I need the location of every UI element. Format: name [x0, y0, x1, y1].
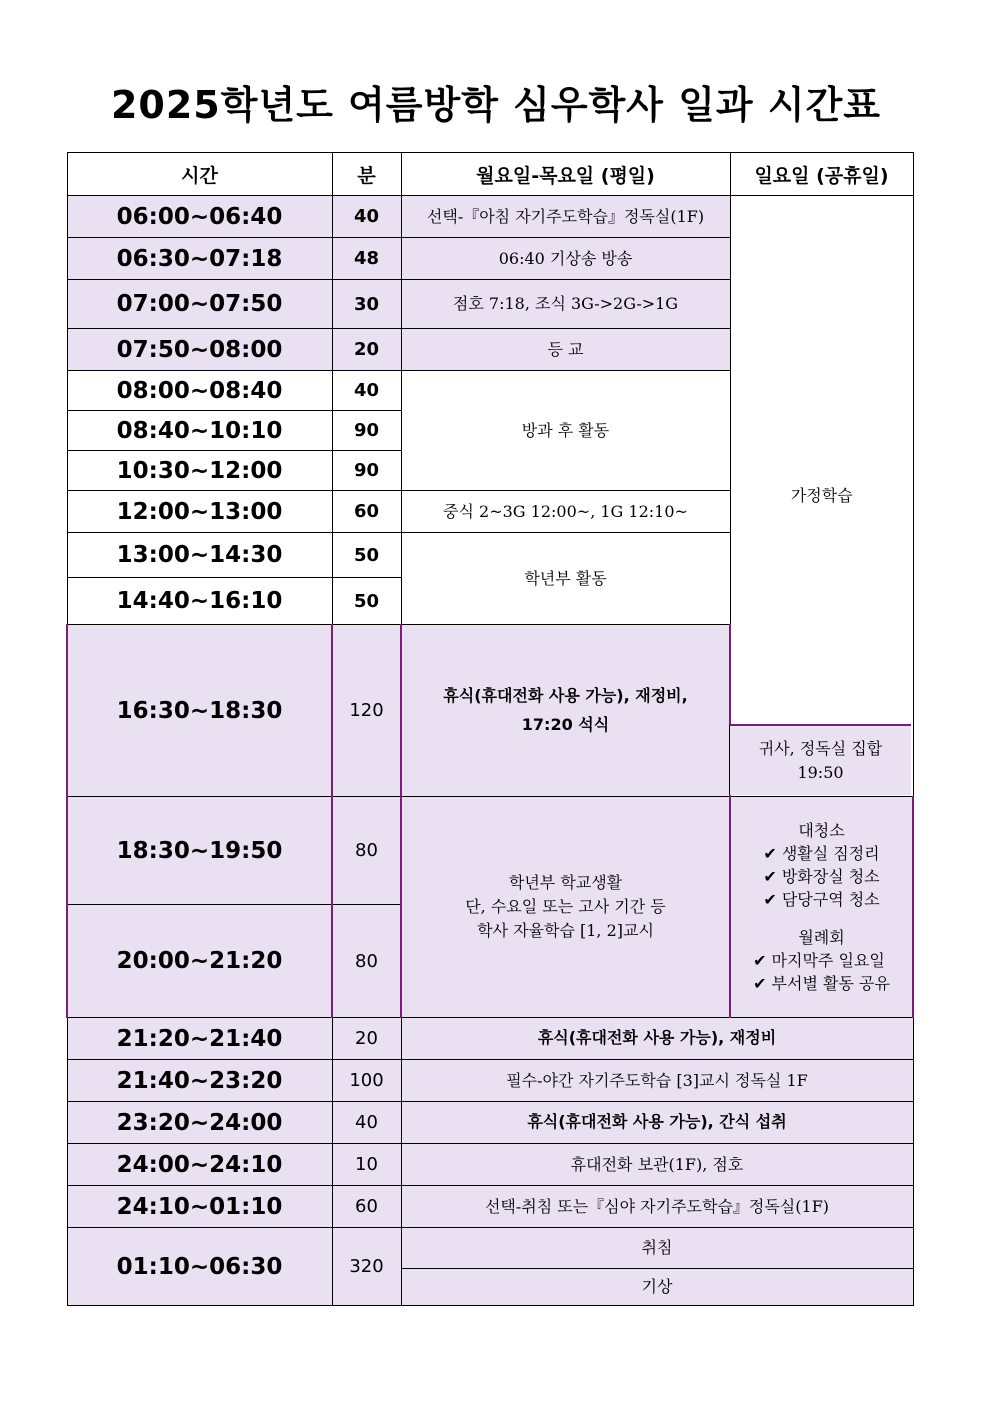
time-cell: 10:30~12:00	[67, 451, 332, 491]
minutes-cell: 20	[332, 1018, 401, 1060]
activity-line: 17:20 석식	[521, 714, 610, 734]
activity-cell: 방과 후 활동	[401, 371, 730, 491]
minutes-cell: 20	[332, 329, 401, 371]
activity-line: 휴식(휴대전화 사용 가능), 재정비,	[443, 685, 688, 705]
minutes-cell: 90	[332, 411, 401, 451]
list-item: ✔ 방화장실 청소	[763, 867, 880, 887]
minutes-cell: 50	[332, 533, 401, 578]
clean-list	[763, 842, 879, 912]
table-row	[67, 1228, 913, 1269]
activity-line: 단, 수요일 또는 고사 기간 등	[465, 897, 666, 916]
table-row	[67, 1102, 913, 1144]
time-cell: 01:10~06:30	[67, 1228, 332, 1306]
table-row	[67, 1060, 913, 1102]
list-item: ✔ 마지막주 일요일	[753, 950, 885, 970]
activity-cell: 필수-야간 자기주도학습 [3]교시 정독실 1F	[401, 1060, 913, 1102]
time-cell: 07:50~08:00	[67, 329, 332, 371]
activity-cell: 선택-취침 또는『심야 자기주도학습』정독실(1F)	[401, 1186, 913, 1228]
activity-cell: 06:40 기상송 방송	[401, 238, 730, 280]
minutes-cell: 40	[332, 371, 401, 411]
minutes-cell: 30	[332, 280, 401, 329]
header-sunday: 일요일 (공휴일)	[730, 153, 913, 196]
activity-cell: 선택-『아침 자기주도학습』정독실(1F)	[401, 196, 730, 238]
minutes-cell: 60	[332, 491, 401, 533]
time-cell: 14:40~16:10	[67, 578, 332, 625]
header-time: 시간	[67, 153, 332, 196]
minutes-cell: 60	[332, 1186, 401, 1228]
time-cell: 21:40~23:20	[67, 1060, 332, 1102]
sunday-home-study: 가정학습	[730, 196, 913, 797]
minutes-cell: 100	[332, 1060, 401, 1102]
time-cell: 23:20~24:00	[67, 1102, 332, 1144]
minutes-cell: 10	[332, 1144, 401, 1186]
minutes-cell: 50	[332, 578, 401, 625]
activity-cell: 휴식(휴대전화 사용 가능), 간식 섭취	[401, 1102, 913, 1144]
activity-cell	[401, 797, 730, 1018]
activity-line: 학사 자율학습 [1, 2]교시	[477, 921, 654, 940]
time-cell: 18:30~19:50	[67, 797, 332, 905]
page-title: 2025학년도 여름방학 심우학사 일과 시간표	[110, 83, 881, 127]
list-item: ✔ 부서별 활동 공유	[753, 973, 890, 993]
activity-cell: 학년부 활동	[401, 533, 730, 625]
meeting-title: 월례회	[798, 927, 845, 947]
return-line: 귀사, 정독실 집합	[758, 739, 883, 759]
time-cell: 06:30~07:18	[67, 238, 332, 280]
time-cell: 20:00~21:20	[67, 905, 332, 1018]
activity-cell	[401, 625, 730, 797]
time-cell: 08:40~10:10	[67, 411, 332, 451]
minutes-cell: 120	[332, 625, 401, 797]
table-row	[67, 1144, 913, 1186]
minutes-cell: 320	[332, 1228, 401, 1306]
header-weekday: 월요일-목요일 (평일)	[401, 153, 730, 196]
header-row	[67, 153, 913, 196]
time-cell: 13:00~14:30	[67, 533, 332, 578]
activity-cell: 점호 7:18, 조식 3G->2G->1G	[401, 280, 730, 329]
meeting-list	[753, 949, 890, 995]
minutes-cell: 40	[332, 196, 401, 238]
activity-cell: 휴식(휴대전화 사용 가능), 재정비	[401, 1018, 913, 1060]
sunday-return	[729, 724, 911, 795]
time-cell: 08:00~08:40	[67, 371, 332, 411]
activity-cell: 기상	[401, 1269, 913, 1306]
activity-cell: 취침	[401, 1228, 913, 1269]
clean-title: 대청소	[798, 820, 845, 840]
sunday-clean-meeting	[730, 797, 913, 1018]
activity-cell: 휴대전화 보관(1F), 점호	[401, 1144, 913, 1186]
list-item: ✔ 생활실 짐정리	[763, 844, 880, 864]
minutes-cell: 48	[332, 238, 401, 280]
list-item: ✔ 담당구역 청소	[763, 890, 880, 910]
activity-cell: 중식 2~3G 12:00~, 1G 12:10~	[401, 491, 730, 533]
table-row	[67, 1018, 913, 1060]
minutes-cell: 90	[332, 451, 401, 491]
time-cell: 16:30~18:30	[67, 625, 332, 797]
time-cell: 12:00~13:00	[67, 491, 332, 533]
time-cell: 24:10~01:10	[67, 1186, 332, 1228]
table-row	[67, 797, 913, 905]
activity-line: 학년부 학교생활	[508, 873, 623, 892]
time-cell: 06:00~06:40	[67, 196, 332, 238]
time-cell: 24:00~24:10	[67, 1144, 332, 1186]
time-cell: 07:00~07:50	[67, 280, 332, 329]
table-row	[67, 196, 913, 238]
table-row	[67, 1186, 913, 1228]
minutes-cell: 40	[332, 1102, 401, 1144]
minutes-cell: 80	[332, 905, 401, 1018]
time-cell: 21:20~21:40	[67, 1018, 332, 1060]
return-time: 19:50	[797, 762, 844, 782]
activity-cell: 등 교	[401, 329, 730, 371]
header-minutes: 분	[332, 153, 401, 196]
minutes-cell: 80	[332, 797, 401, 905]
